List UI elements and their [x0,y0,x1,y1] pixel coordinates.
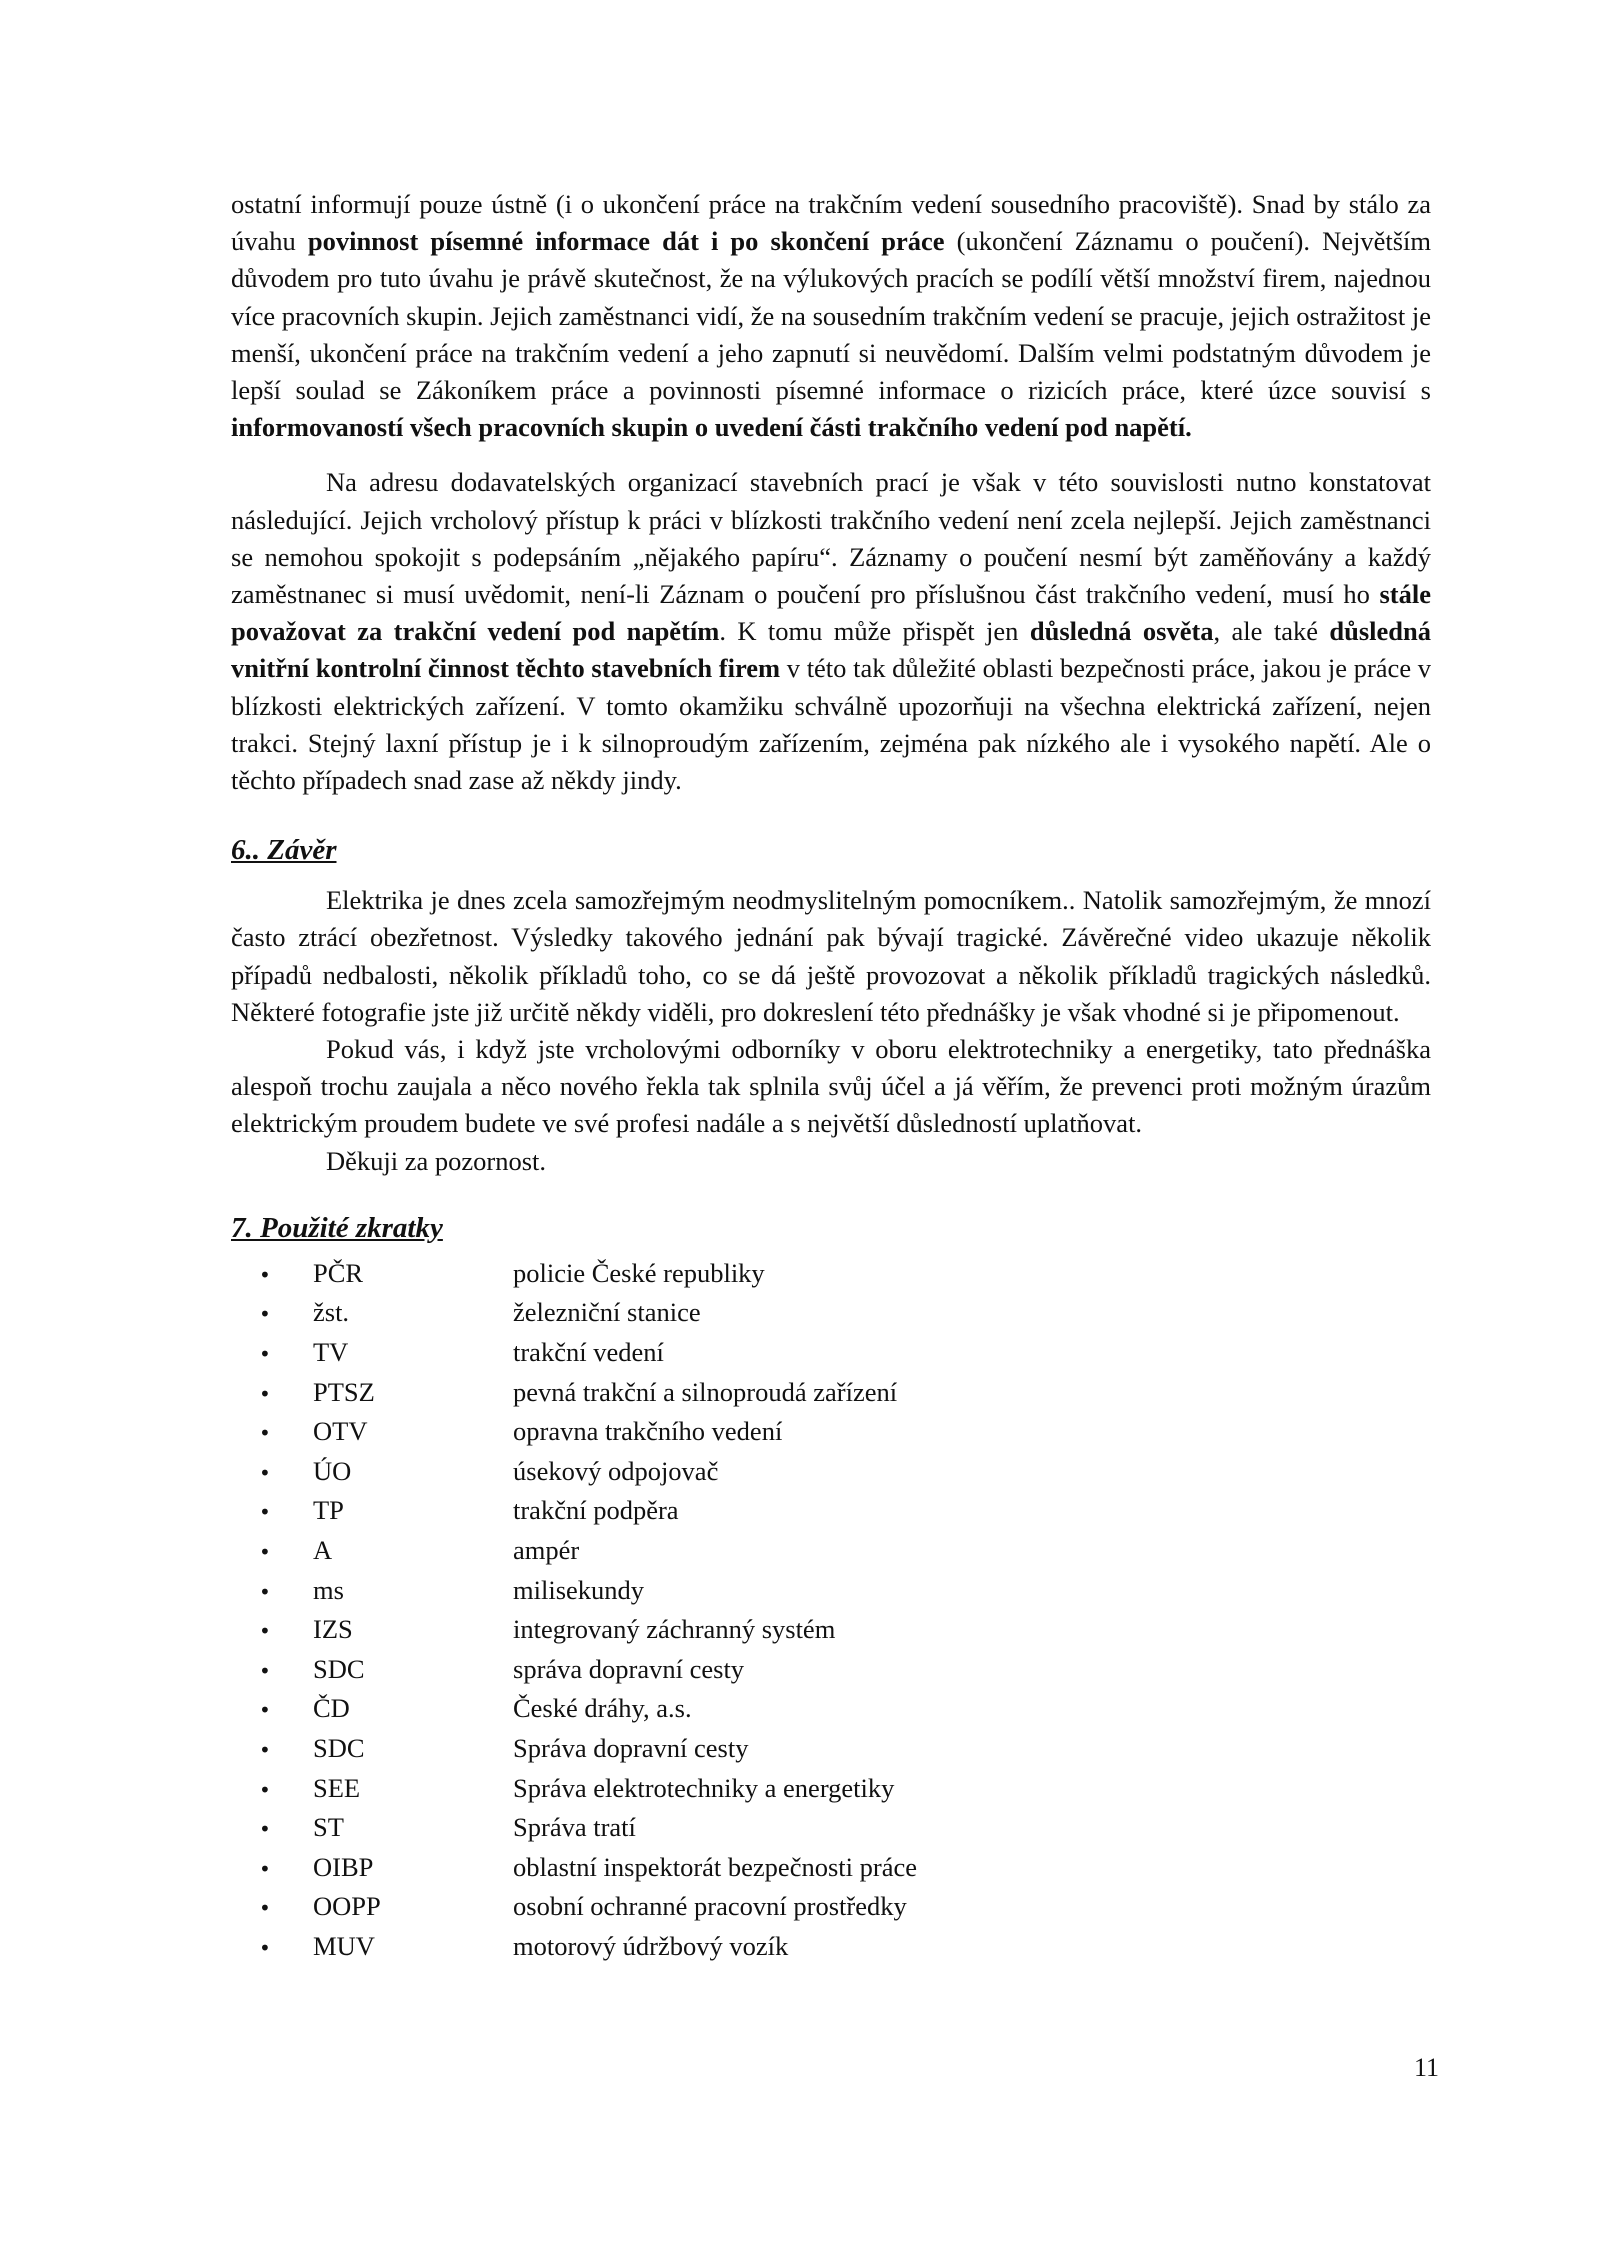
abbreviation-item [231,1611,1431,1651]
abbreviation-item [231,1255,1431,1295]
text-segment: (ukončení Záznamu o poučení). Největším důvodem pro tuto úvahu je právě skutečnost, že na výlukových pracích se podílí větší množství firem, najednou více pracovních skupin. Jejich zaměstnanci vidí, že na sousedním trakčním vedení se pracuje, jejich ostražitost je menší, ukončení práce na trakčním vedení a jeho zapnutí si neuvědomí. Dalším velmi podstatným důvodem je lepší soulad se Zákoníkem práce a povinnosti písemné informace o rizicích práce, které úzce souvisí s [231,226,1431,406]
abbreviation-meaning: integrovaný záchranný systém [513,1614,836,1645]
abbreviation-item [231,1492,1431,1532]
abbreviation: TP [313,1495,344,1526]
abbreviation-meaning: úsekový odpojovač [513,1455,719,1486]
bullet-icon: • [259,1896,271,1921]
abbreviation-meaning: trakční podpěra [513,1495,679,1526]
abbreviation: SDC [313,1733,365,1763]
abbreviation-meaning: Správa tratí [513,1812,636,1843]
bullet-icon: • [259,1777,271,1802]
abbreviation-item [231,1730,1431,1770]
abbreviation: OTV [313,1416,368,1447]
abbreviation-meaning: železniční stanice [513,1297,701,1328]
abbreviation-meaning: osobní ochranné pracovní prostředky [513,1891,907,1922]
abbreviations-list [231,1255,1431,1968]
abbreviation-item [231,1809,1431,1849]
abbreviation: TV [313,1337,349,1368]
abbreviation-item [231,1532,1431,1572]
text-segment: ostatní informují pouze ústně (i o ukončení práce na trakčním vedení sousedního pracoviště). Snad by stálo za úvahu [231,189,1431,257]
bullet-icon: • [259,1421,271,1446]
abbreviation-meaning: trakční vedení [513,1337,664,1368]
bullet-icon: • [259,1658,271,1683]
bullet-icon: • [259,1579,271,1604]
bullet-icon: • [259,1935,271,1960]
bullet-icon: • [259,1817,271,1842]
section-7-heading: 7. Použité zkratky [231,1211,443,1244]
paragraph-1 [231,186,1431,446]
abbreviation-meaning: motorový údržbový vozík [513,1930,789,1961]
abbreviation-item [231,1651,1431,1691]
text-segment: . K tomu může přispět jen [719,616,1030,647]
abbreviation: ÚO [313,1455,352,1486]
abbreviation: ST [313,1812,344,1843]
text-segment: , ale také [1213,616,1330,647]
bold-text-segment: stále považovat za trakční vedení pod napětím [231,579,1431,647]
conclusion-paragraph-1: Elektrika je dnes zcela samozřejmým neodmyslitelným pomocníkem.. Natolik samozřejmým, že mnozí často ztrácí obezřetnost. Výsledky takového jednání pak bývají tragické. Závěrečné video ukazuje několik případů nedbalosti, několik příkladů toho, co se dá ještě provozovat a několik příkladů tragických následků. Některé fotografie jste již určitě někdy viděli, pro dokreslení této přednášky je však vhodné si je připomenout. [231,885,1431,1027]
text-segment: v této tak důležité oblasti bezpečnosti práce, jakou je práce v blízkosti elektrických zařízení. V tomto okamžiku schválně upozorňuji na všechna elektrická zařízení, nejen trakci. Stejný laxní přístup je i k silnoproudým zařízením, zejména pak nízkého ale i vysokého napětí. Ale o těchto případech snad zase až někdy jindy. [231,653,1431,796]
bullet-icon: • [259,1500,271,1525]
abbreviation: žst. [313,1297,350,1328]
conclusion-paragraph-2: Pokud vás, i když jste vrcholovými odborníky v oboru elektrotechniky a energetiky, tato přednáška alespoň trochu zaujala a něco nového řekla tak splnila svůj účel a já věřím, že prevenci proti možným úrazům elektrickým proudem budete ve své profesi nadále a s největší důsledností uplatňovat. [231,1034,1431,1139]
abbreviation: ms [313,1574,344,1605]
bullet-icon: • [259,1738,271,1762]
bullet-icon: • [259,1540,271,1565]
bold-text-segment: důsledná osvěta [1029,616,1214,647]
bullet-icon: • [259,1381,271,1406]
bullet-icon: • [259,1619,271,1644]
abbreviation-item [231,1888,1431,1928]
abbreviation: OOPP [313,1891,381,1922]
abbreviation: A [313,1535,333,1566]
page-number: 11 [1414,2053,1440,2082]
abbreviation-item [231,1849,1431,1889]
section-6-heading: 6.. Závěr [231,834,337,867]
bullet-icon: • [259,1342,271,1367]
abbreviation: SEE [313,1772,361,1803]
abbreviation-meaning: milisekundy [513,1574,645,1605]
bullet-icon: • [259,1856,271,1881]
abbreviation-item [231,1334,1431,1374]
abbreviation-meaning: správa dopravní cesty [513,1653,745,1684]
abbreviation-meaning: Správa dopravní cesty [513,1733,749,1763]
abbreviation: IZS [313,1614,353,1645]
abbreviation-item [231,1572,1431,1612]
abbreviation-item [231,1294,1431,1334]
abbreviation: PČR [313,1257,364,1288]
abbreviation-meaning: ampér [513,1535,580,1566]
abbreviation-meaning: Správa elektrotechniky a energetiky [513,1772,895,1803]
abbreviation-item [231,1690,1431,1730]
bullet-icon: • [259,1460,271,1485]
abbreviation-meaning: opravna trakčního vedení [513,1416,783,1447]
abbreviation: OIBP [313,1851,374,1882]
bold-text-segment: důsledná vnitřní kontrolní činnost těchto stavebních firem [231,616,1432,684]
abbreviation-meaning: oblastní inspektorát bezpečnosti práce [513,1851,917,1882]
paragraph-2 [231,464,1431,799]
bullet-icon: • [259,1698,271,1723]
abbreviation-item [231,1770,1431,1810]
abbreviation-meaning: policie České republiky [513,1257,765,1288]
abbreviation: SDC [313,1653,365,1684]
abbreviation: ČD [313,1693,350,1724]
bold-text-segment: informovaností všech pracovních skupin o uvedení části trakčního vedení pod napětí. [231,412,1192,443]
abbreviation-item [231,1413,1431,1453]
document-page [231,186,1431,1968]
abbreviation-meaning: České dráhy, a.s. [513,1693,692,1724]
bullet-icon: • [259,1262,271,1287]
abbreviation: PTSZ [313,1376,375,1407]
abbreviation-item [231,1928,1431,1968]
abbreviation: MUV [313,1930,375,1961]
thanks-line: Děkuji za pozornost. [326,1145,547,1176]
bold-text-segment: povinnost písemné informace dát i po skončení práce [307,226,945,257]
bullet-icon: • [259,1302,271,1327]
abbreviation-item [231,1453,1431,1493]
abbreviation-meaning: pevná trakční a silnoproudá zařízení [513,1376,898,1407]
abbreviation-item [231,1374,1431,1414]
text-segment: Na adresu dodavatelských organizací stavebních prací je však v této souvislosti nutno konstatovat následující. Jejich vrcholový přístup k práci v blízkosti trakčního vedení není zcela nejlepší. Jejich zaměstnanci se nemohou spokojit s podepsáním „nějakého papíru“. Záznamy o poučení nesmí být zaměňovány a každý zaměstnanec si musí uvědomit, není-li Záznam o poučení pro příslušnou část trakčního vedení, musí ho [231,467,1431,610]
